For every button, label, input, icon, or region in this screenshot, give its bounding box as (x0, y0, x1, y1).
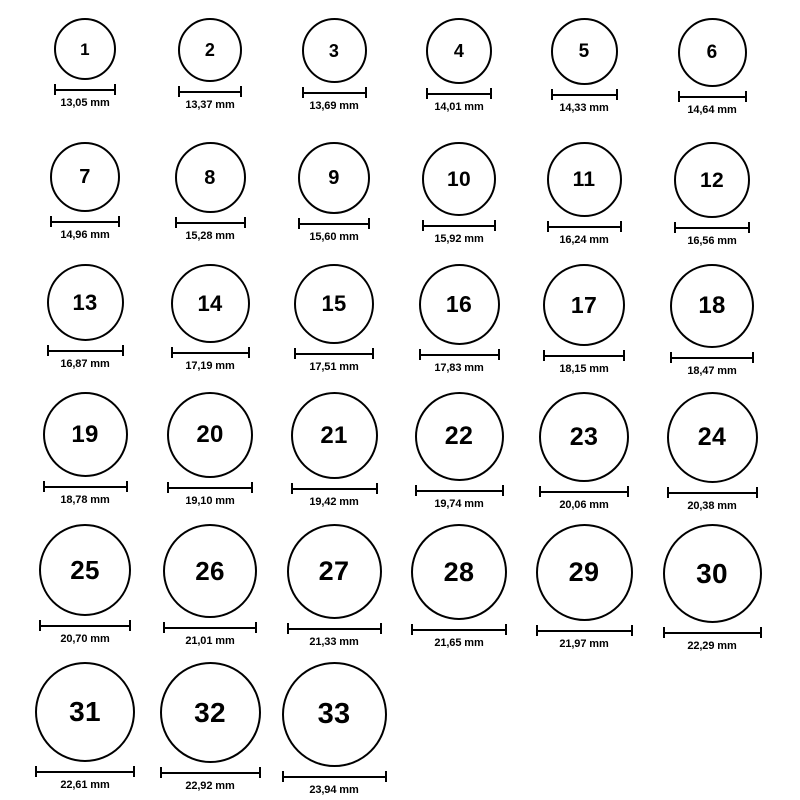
measure-cap-right (756, 487, 758, 498)
measure-line (667, 492, 758, 494)
measure-cap-right (627, 486, 629, 497)
measure-line (43, 486, 128, 488)
ring-size-number: 27 (318, 556, 350, 586)
ring-size-cell (409, 392, 509, 510)
measure-cap-left (54, 84, 56, 95)
ring-size-cell (284, 18, 384, 112)
ring-circle (291, 392, 378, 479)
ring-size-cell (409, 524, 509, 649)
ring-circle (282, 662, 387, 767)
ring-circle (547, 142, 622, 217)
ring-size-number: 19 (71, 420, 99, 448)
measure-line (663, 632, 762, 634)
measure-cap-right (631, 625, 633, 636)
diameter-label: 22,92 mm (185, 780, 235, 792)
ring-size-cell (534, 392, 634, 511)
measure-line (302, 92, 367, 94)
measure-line (287, 628, 382, 630)
measure-cap-right (494, 220, 496, 231)
diameter-label: 14,64 mm (687, 104, 737, 116)
measure-line (178, 91, 242, 93)
diameter-measure-bar (291, 483, 378, 493)
ring-size-number: 5 (578, 41, 590, 62)
measure-cap-right (372, 348, 374, 359)
ring-size-number: 11 (572, 168, 596, 191)
measure-cap-left (543, 350, 545, 361)
diameter-measure-bar (663, 627, 762, 637)
measure-cap-right (129, 620, 131, 631)
measure-cap-left (678, 91, 680, 102)
measure-cap-left (291, 483, 293, 494)
diameter-label: 15,92 mm (434, 233, 484, 245)
diameter-label: 13,37 mm (185, 99, 235, 111)
measure-cap-right (368, 218, 370, 229)
ring-size-cell (160, 142, 260, 242)
diameter-label: 19,74 mm (434, 498, 484, 510)
measure-cap-right (244, 217, 246, 228)
ring-circle (415, 392, 504, 481)
ring-circle (422, 142, 496, 216)
diameter-label: 15,28 mm (185, 230, 235, 242)
measure-line (415, 490, 504, 492)
measure-cap-left (674, 222, 676, 233)
ring-circle (163, 524, 257, 618)
diameter-label: 13,05 mm (60, 97, 110, 109)
measure-cap-right (365, 87, 367, 98)
ring-circle (35, 662, 135, 762)
ring-size-number: 24 (697, 423, 727, 451)
measure-cap-right (255, 622, 257, 633)
diameter-measure-bar (670, 352, 754, 362)
diameter-label: 16,56 mm (687, 235, 737, 247)
diameter-label: 20,70 mm (60, 633, 110, 645)
diameter-label: 23,94 mm (309, 784, 359, 796)
diameter-measure-bar (282, 771, 387, 781)
ring-size-cell (284, 264, 384, 373)
diameter-measure-bar (35, 766, 135, 776)
measure-cap-left (536, 625, 538, 636)
ring-size-cell (662, 392, 762, 512)
ring-size-cell (35, 264, 135, 370)
ring-size-number: 1 (80, 39, 90, 59)
ring-size-number: 16 (445, 291, 473, 317)
measure-cap-right (502, 485, 504, 496)
diameter-measure-bar (160, 767, 261, 777)
measure-cap-left (539, 486, 541, 497)
diameter-measure-bar (54, 84, 116, 94)
measure-line (291, 488, 378, 490)
ring-size-number: 28 (443, 556, 475, 587)
diameter-measure-bar (411, 624, 507, 634)
diameter-measure-bar (547, 221, 622, 231)
ring-size-number: 2 (204, 40, 216, 60)
measure-line (670, 357, 754, 359)
ring-size-number: 29 (568, 557, 600, 587)
ring-circle (54, 18, 116, 80)
measure-cap-left (663, 627, 665, 638)
ring-size-cell (534, 524, 634, 650)
ring-size-cell (160, 18, 260, 111)
measure-cap-right (505, 624, 507, 635)
measure-cap-right (248, 347, 250, 358)
ring-circle (539, 392, 629, 482)
ring-size-cell (534, 142, 634, 246)
measure-cap-left (426, 88, 428, 99)
measure-line (175, 222, 246, 224)
measure-cap-left (547, 221, 549, 232)
ring-circle (551, 18, 618, 85)
measure-line (294, 353, 374, 355)
ring-size-cell (35, 392, 135, 506)
measure-cap-right (490, 88, 492, 99)
ring-size-number: 13 (72, 289, 98, 315)
measure-cap-right (745, 91, 747, 102)
ring-size-number: 20 (196, 421, 224, 448)
diameter-measure-bar (171, 347, 250, 357)
measure-line (163, 627, 257, 629)
diameter-label: 20,38 mm (687, 500, 737, 512)
measure-line (674, 227, 750, 229)
diameter-label: 18,47 mm (687, 365, 737, 377)
measure-cap-left (551, 89, 553, 100)
measure-line (282, 776, 387, 778)
diameter-measure-bar (175, 217, 246, 227)
ring-circle (39, 524, 131, 616)
measure-cap-left (178, 86, 180, 97)
ring-circle (670, 264, 754, 348)
ring-size-cell (284, 662, 384, 796)
diameter-label: 15,60 mm (309, 231, 359, 243)
measure-cap-right (251, 482, 253, 493)
ring-circle (167, 392, 253, 478)
diameter-measure-bar (39, 620, 131, 630)
diameter-measure-bar (422, 220, 496, 230)
diameter-measure-bar (298, 218, 370, 228)
ring-size-cell (35, 18, 135, 109)
diameter-measure-bar (178, 86, 242, 96)
measure-cap-left (302, 87, 304, 98)
ring-size-cell (35, 142, 135, 241)
measure-cap-left (163, 622, 165, 633)
diameter-measure-bar (167, 482, 253, 492)
measure-cap-left (39, 620, 41, 631)
measure-cap-right (259, 767, 261, 778)
ring-circle (536, 524, 633, 621)
diameter-label: 18,15 mm (559, 363, 609, 375)
ring-size-number: 10 (447, 167, 471, 191)
diameter-label: 14,33 mm (559, 102, 609, 114)
measure-cap-left (670, 352, 672, 363)
measure-line (35, 771, 135, 773)
measure-cap-right (620, 221, 622, 232)
measure-cap-left (282, 771, 284, 782)
measure-line (419, 354, 500, 356)
ring-circle (298, 142, 370, 214)
diameter-label: 13,69 mm (309, 100, 359, 112)
measure-cap-right (385, 771, 387, 782)
measure-cap-right (133, 766, 135, 777)
measure-cap-left (422, 220, 424, 231)
diameter-label: 16,87 mm (60, 358, 110, 370)
measure-cap-right (748, 222, 750, 233)
ring-size-cell (160, 392, 260, 507)
diameter-measure-bar (543, 350, 625, 360)
ring-size-number: 14 (197, 290, 223, 316)
ring-circle (543, 264, 625, 346)
diameter-label: 20,06 mm (559, 499, 609, 511)
diameter-measure-bar (539, 486, 629, 496)
ring-circle (171, 264, 250, 343)
measure-line (678, 96, 747, 98)
ring-size-cell (409, 264, 509, 374)
ring-circle (43, 392, 128, 477)
diameter-measure-bar (302, 87, 367, 97)
diameter-label: 19,10 mm (185, 495, 235, 507)
diameter-label: 18,78 mm (60, 494, 110, 506)
diameter-label: 17,19 mm (185, 360, 235, 372)
ring-circle (411, 524, 507, 620)
ring-size-cell (284, 392, 384, 508)
measure-cap-left (43, 481, 45, 492)
ring-size-number: 26 (195, 556, 225, 586)
measure-line (54, 89, 116, 91)
ring-size-number: 8 (204, 166, 216, 189)
ring-size-number: 21 (320, 421, 348, 449)
diameter-label: 21,33 mm (309, 636, 359, 648)
measure-cap-left (287, 623, 289, 634)
measure-line (50, 221, 120, 223)
diameter-label: 21,65 mm (434, 637, 484, 649)
ring-size-number: 33 (317, 698, 351, 730)
measure-cap-left (298, 218, 300, 229)
ring-circle (287, 524, 382, 619)
ring-circle (674, 142, 750, 218)
ring-size-number: 22 (444, 422, 474, 450)
diameter-label: 19,42 mm (309, 496, 359, 508)
measure-cap-left (175, 217, 177, 228)
measure-line (536, 630, 633, 632)
ring-size-cell (662, 524, 762, 652)
diameter-measure-bar (50, 216, 120, 226)
diameter-measure-bar (287, 623, 382, 633)
diameter-label: 17,83 mm (434, 362, 484, 374)
measure-cap-left (50, 216, 52, 227)
ring-circle (50, 142, 120, 212)
measure-line (171, 352, 250, 354)
ring-size-cell (409, 18, 509, 113)
measure-line (298, 223, 370, 225)
measure-cap-right (623, 350, 625, 361)
measure-cap-right (240, 86, 242, 97)
measure-cap-left (167, 482, 169, 493)
ring-size-number: 30 (696, 557, 728, 589)
ring-size-number: 7 (79, 166, 91, 188)
measure-line (547, 226, 622, 228)
diameter-label: 14,01 mm (434, 101, 484, 113)
measure-line (426, 93, 492, 95)
ring-size-number: 17 (570, 291, 598, 318)
ring-size-number: 12 (700, 168, 724, 192)
diameter-label: 21,97 mm (559, 638, 609, 650)
measure-cap-right (122, 345, 124, 356)
ring-size-number: 25 (70, 555, 100, 585)
ring-size-cell (534, 18, 634, 114)
ring-circle (663, 524, 762, 623)
diameter-measure-bar (294, 348, 374, 358)
measure-cap-left (294, 348, 296, 359)
ring-size-cell (35, 662, 135, 791)
diameter-measure-bar (415, 485, 504, 495)
ring-circle (667, 392, 758, 483)
ring-size-cell (284, 524, 384, 648)
measure-line (539, 491, 629, 493)
ring-size-cell (35, 524, 135, 645)
diameter-measure-bar (536, 625, 633, 635)
measure-cap-left (411, 624, 413, 635)
ring-size-number: 15 (321, 291, 347, 316)
ring-circle (175, 142, 246, 213)
ring-size-number: 4 (453, 41, 465, 61)
measure-cap-left (419, 349, 421, 360)
ring-size-number: 3 (328, 40, 340, 61)
ring-size-cell (662, 18, 762, 116)
ring-size-number: 6 (706, 42, 718, 63)
measure-cap-right (760, 627, 762, 638)
measure-cap-left (415, 485, 417, 496)
ring-size-cell (662, 142, 762, 247)
ring-circle (419, 264, 500, 345)
ring-size-cell (534, 264, 634, 375)
ring-circle (178, 18, 242, 82)
measure-line (39, 625, 131, 627)
measure-cap-right (126, 481, 128, 492)
ring-circle (426, 18, 492, 84)
ring-size-number: 31 (69, 696, 101, 727)
diameter-label: 21,01 mm (185, 635, 235, 647)
ring-size-cell (160, 524, 260, 647)
measure-cap-left (160, 767, 162, 778)
measure-line (411, 629, 507, 631)
diameter-measure-bar (551, 89, 618, 99)
ring-size-cell (160, 264, 260, 372)
diameter-label: 17,51 mm (309, 361, 359, 373)
ring-circle (47, 264, 124, 341)
measure-cap-right (118, 216, 120, 227)
measure-cap-right (752, 352, 754, 363)
diameter-measure-bar (426, 88, 492, 98)
ring-size-cell (662, 264, 762, 377)
ring-circle (294, 264, 374, 344)
measure-line (551, 94, 618, 96)
diameter-measure-bar (43, 481, 128, 491)
measure-cap-right (380, 623, 382, 634)
ring-size-cell (284, 142, 384, 243)
ring-size-number: 18 (698, 292, 726, 319)
measure-cap-left (171, 347, 173, 358)
diameter-label: 22,61 mm (60, 779, 110, 791)
measure-line (422, 225, 496, 227)
measure-line (167, 487, 253, 489)
measure-line (47, 350, 124, 352)
ring-size-cell (160, 662, 260, 792)
measure-line (543, 355, 625, 357)
ring-size-number: 23 (569, 422, 599, 451)
measure-cap-left (47, 345, 49, 356)
measure-cap-right (114, 84, 116, 95)
measure-cap-right (616, 89, 618, 100)
ring-circle (678, 18, 747, 87)
measure-line (160, 772, 261, 774)
diameter-measure-bar (163, 622, 257, 632)
ring-circle (302, 18, 367, 83)
measure-cap-right (376, 483, 378, 494)
ring-size-number: 9 (328, 167, 340, 189)
ring-size-cell (409, 142, 509, 245)
diameter-measure-bar (674, 222, 750, 232)
diameter-label: 22,29 mm (687, 640, 737, 652)
diameter-measure-bar (419, 349, 500, 359)
measure-cap-left (667, 487, 669, 498)
measure-cap-left (35, 766, 37, 777)
ring-size-number: 32 (194, 696, 226, 728)
diameter-label: 14,96 mm (60, 229, 110, 241)
diameter-label: 16,24 mm (559, 234, 609, 246)
diameter-measure-bar (667, 487, 758, 497)
diameter-measure-bar (678, 91, 747, 101)
diameter-measure-bar (47, 345, 124, 355)
ring-circle (160, 662, 261, 763)
measure-cap-right (498, 349, 500, 360)
